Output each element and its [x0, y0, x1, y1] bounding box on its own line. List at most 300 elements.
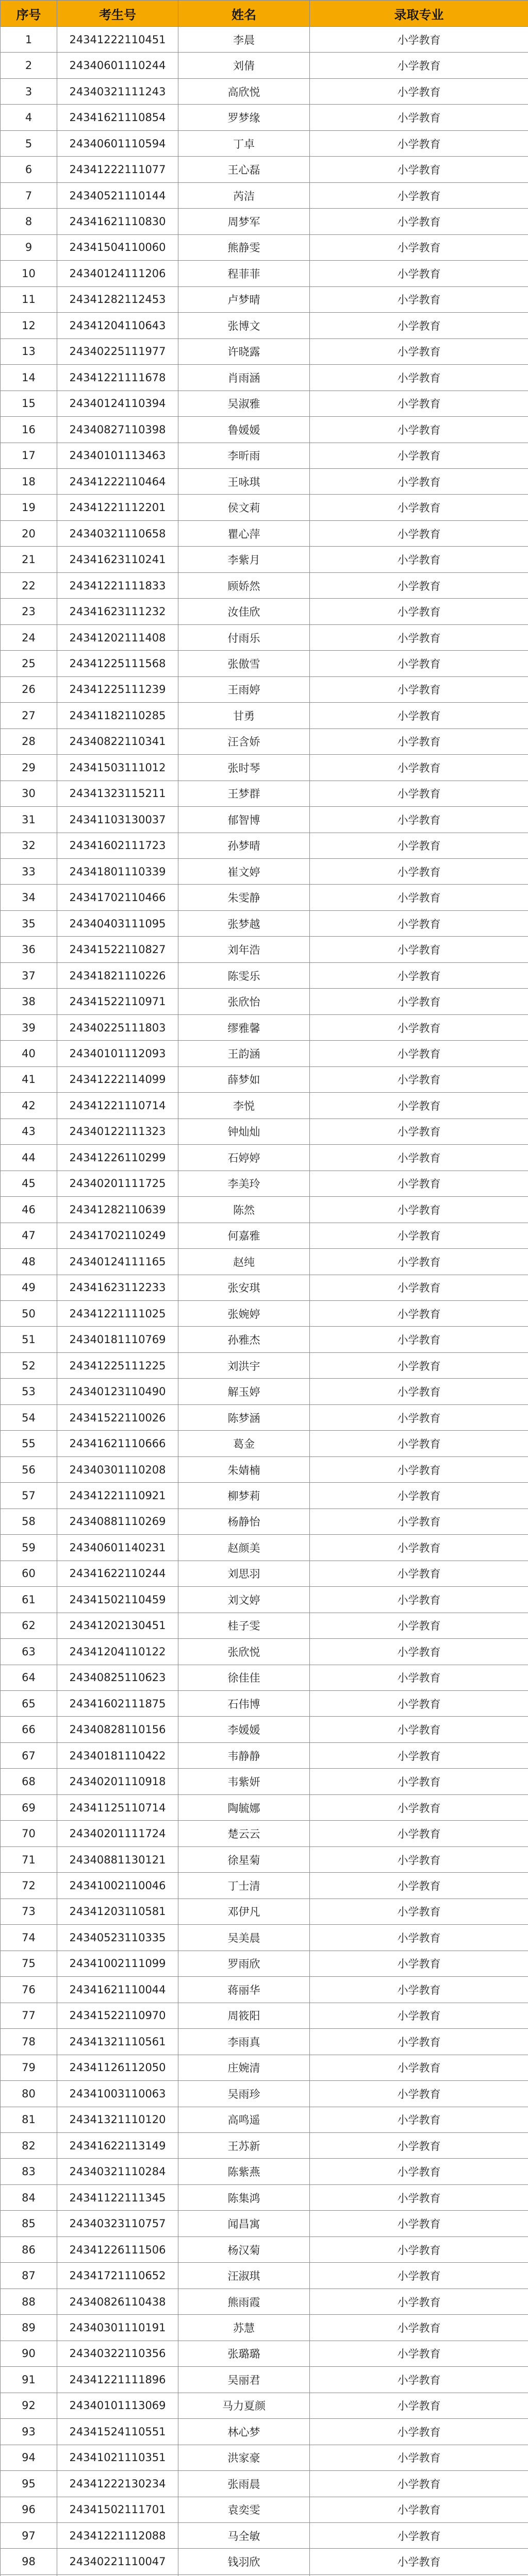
- cell-seq: 24: [1, 624, 57, 650]
- table-row: [1, 1300, 528, 1326]
- cell-major: 小学教育: [310, 1014, 528, 1040]
- cell-exam-id: 24340323110757: [57, 2211, 178, 2236]
- cell-exam-id: 24341522110971: [57, 989, 178, 1014]
- cell-seq: 86: [1, 2236, 57, 2262]
- table-row: [1, 2081, 528, 2107]
- table-row: [1, 2055, 528, 2080]
- cell-major: 小学教育: [310, 1769, 528, 1794]
- cell-exam-id: 24340881110269: [57, 1509, 178, 1534]
- cell-seq: 81: [1, 2107, 57, 2132]
- cell-exam-id: 24341221110714: [57, 1093, 178, 1118]
- cell-name: 刘年浩: [178, 937, 310, 962]
- cell-major: 小学教育: [310, 1613, 528, 1638]
- cell-major: 小学教育: [310, 78, 528, 104]
- cell-name: 王韵涵: [178, 1041, 310, 1066]
- cell-major: 小学教育: [310, 520, 528, 546]
- cell-seq: 79: [1, 2055, 57, 2080]
- cell-name: 汪含娇: [178, 728, 310, 754]
- cell-major: 小学教育: [310, 1691, 528, 1717]
- cell-seq: 26: [1, 676, 57, 702]
- cell-exam-id: 24341225111568: [57, 651, 178, 676]
- cell-seq: 85: [1, 2211, 57, 2236]
- cell-major: 小学教育: [310, 1821, 528, 1846]
- cell-major: 小学教育: [310, 157, 528, 182]
- cell-exam-id: 24341125110714: [57, 1794, 178, 1820]
- cell-major: 小学教育: [310, 1899, 528, 1924]
- table-row: [1, 962, 528, 988]
- table-row: [1, 989, 528, 1014]
- cell-exam-id: 24341321110561: [57, 2029, 178, 2055]
- cell-name: 张雨晨: [178, 2471, 310, 2497]
- cell-seq: 92: [1, 2393, 57, 2418]
- table-row: [1, 2315, 528, 2341]
- cell-exam-id: 24341524110551: [57, 2419, 178, 2445]
- table-row: [1, 2445, 528, 2470]
- cell-major: 小学教育: [310, 1951, 528, 1976]
- table-row: [1, 833, 528, 858]
- cell-exam-id: 24340601110594: [57, 130, 178, 156]
- cell-name: 李雨真: [178, 2029, 310, 2055]
- cell-major: 小学教育: [310, 1404, 528, 1430]
- table-row: [1, 2497, 528, 2522]
- table-row: [1, 130, 528, 156]
- cell-name: 张梦越: [178, 910, 310, 936]
- cell-seq: 42: [1, 1093, 57, 1118]
- cell-exam-id: 24340124111206: [57, 261, 178, 286]
- cell-name: 缪雅馨: [178, 1014, 310, 1040]
- cell-name: 崔文婷: [178, 859, 310, 885]
- cell-name: 丁士清: [178, 1873, 310, 1899]
- table-row: [1, 182, 528, 208]
- cell-major: 小学教育: [310, 1275, 528, 1300]
- cell-exam-id: 24340201110918: [57, 1769, 178, 1794]
- cell-seq: 15: [1, 391, 57, 416]
- table-row: [1, 78, 528, 104]
- cell-name: 刘倩: [178, 53, 310, 78]
- table-row: [1, 468, 528, 494]
- cell-seq: 77: [1, 2003, 57, 2028]
- cell-exam-id: 24341621110830: [57, 209, 178, 234]
- cell-seq: 57: [1, 1483, 57, 1509]
- cell-seq: 61: [1, 1587, 57, 1613]
- cell-seq: 60: [1, 1561, 57, 1586]
- table-row: [1, 2029, 528, 2055]
- cell-major: 小学教育: [310, 572, 528, 598]
- cell-exam-id: 24341225111239: [57, 676, 178, 702]
- cell-name: 朱婧楠: [178, 1456, 310, 1482]
- cell-major: 小学教育: [310, 1509, 528, 1534]
- cell-seq: 73: [1, 1899, 57, 1924]
- cell-major: 小学教育: [310, 1352, 528, 1378]
- cell-seq: 80: [1, 2081, 57, 2107]
- cell-name: 石婷婷: [178, 1145, 310, 1171]
- cell-seq: 75: [1, 1951, 57, 1976]
- cell-major: 小学教育: [310, 1639, 528, 1665]
- cell-name: 王咏琪: [178, 468, 310, 494]
- cell-name: 侯文莉: [178, 495, 310, 520]
- cell-major: 小学教育: [310, 1483, 528, 1509]
- cell-major: 小学教育: [310, 2471, 528, 2497]
- cell-name: 张欣怡: [178, 989, 310, 1014]
- cell-seq: 97: [1, 2523, 57, 2549]
- cell-name: 甘勇: [178, 703, 310, 728]
- cell-major: 小学教育: [310, 2419, 528, 2445]
- table-row: [1, 937, 528, 962]
- cell-seq: 39: [1, 1014, 57, 1040]
- table-row: [1, 1587, 528, 1613]
- cell-exam-id: 24341221111896: [57, 2367, 178, 2393]
- cell-major: 小学教育: [310, 53, 528, 78]
- cell-major: 小学教育: [310, 468, 528, 494]
- cell-seq: 67: [1, 1742, 57, 1768]
- cell-exam-id: 24341222111077: [57, 157, 178, 182]
- cell-name: 葛金: [178, 1431, 310, 1456]
- table-row: [1, 807, 528, 833]
- cell-name: 李媛媛: [178, 1717, 310, 1742]
- cell-seq: 14: [1, 365, 57, 391]
- table-row: [1, 2107, 528, 2132]
- cell-seq: 89: [1, 2315, 57, 2341]
- cell-name: 杨汉菊: [178, 2236, 310, 2262]
- cell-name: 王梦群: [178, 781, 310, 806]
- cell-seq: 13: [1, 338, 57, 364]
- table-row: [1, 547, 528, 572]
- cell-major: 小学教育: [310, 209, 528, 234]
- cell-exam-id: 24340822110341: [57, 728, 178, 754]
- cell-name: 张欣悦: [178, 1639, 310, 1665]
- cell-name: 芮洁: [178, 182, 310, 208]
- cell-exam-id: 24341221112088: [57, 2523, 178, 2549]
- table-row: [1, 599, 528, 624]
- table-row: [1, 1197, 528, 1223]
- cell-major: 小学教育: [310, 1873, 528, 1899]
- table-row: [1, 1691, 528, 1717]
- cell-exam-id: 24341126112050: [57, 2055, 178, 2080]
- cell-exam-id: 24341602111875: [57, 1691, 178, 1717]
- cell-name: 孙梦晴: [178, 833, 310, 858]
- cell-seq: 19: [1, 495, 57, 520]
- header-exam-id: 考生号: [57, 1, 178, 27]
- cell-seq: 63: [1, 1639, 57, 1665]
- cell-exam-id: 24341203110581: [57, 1899, 178, 1924]
- table-row: [1, 2184, 528, 2210]
- cell-major: 小学教育: [310, 676, 528, 702]
- cell-name: 钱羽欣: [178, 2549, 310, 2574]
- table-row: [1, 313, 528, 338]
- cell-seq: 40: [1, 1041, 57, 1066]
- cell-exam-id: 24340827110398: [57, 417, 178, 443]
- cell-seq: 56: [1, 1456, 57, 1482]
- cell-major: 小学教育: [310, 2263, 528, 2289]
- cell-exam-id: 24341522110827: [57, 937, 178, 962]
- cell-name: 李紫月: [178, 547, 310, 572]
- table-row: [1, 624, 528, 650]
- cell-major: 小学教育: [310, 1587, 528, 1613]
- table-row: [1, 1561, 528, 1586]
- cell-name: 刘洪宇: [178, 1352, 310, 1378]
- cell-major: 小学教育: [310, 2107, 528, 2132]
- cell-name: 程菲菲: [178, 261, 310, 286]
- cell-major: 小学教育: [310, 1742, 528, 1768]
- cell-name: 桂子雯: [178, 1613, 310, 1638]
- cell-exam-id: 24340825110623: [57, 1665, 178, 1690]
- cell-exam-id: 24341621110044: [57, 1977, 178, 2003]
- cell-name: 周梦军: [178, 209, 310, 234]
- table-row: [1, 1899, 528, 1924]
- table-row: [1, 1665, 528, 1690]
- cell-exam-id: 24341623110241: [57, 547, 178, 572]
- table-body: [1, 27, 528, 2576]
- cell-exam-id: 24340321110658: [57, 520, 178, 546]
- cell-exam-id: 24341221110921: [57, 1483, 178, 1509]
- cell-exam-id: 24340122111323: [57, 1118, 178, 1144]
- cell-seq: 11: [1, 286, 57, 312]
- cell-exam-id: 24341003110063: [57, 2081, 178, 2107]
- table-row: [1, 1483, 528, 1509]
- cell-name: 李昕雨: [178, 443, 310, 468]
- table-row: [1, 703, 528, 728]
- cell-major: 小学教育: [310, 1249, 528, 1275]
- cell-name: 陈集鸿: [178, 2184, 310, 2210]
- cell-exam-id: 24340124110394: [57, 391, 178, 416]
- cell-exam-id: 24341504110060: [57, 234, 178, 260]
- cell-major: 小学教育: [310, 989, 528, 1014]
- cell-seq: 54: [1, 1404, 57, 1430]
- cell-exam-id: 24341502111701: [57, 2497, 178, 2522]
- cell-major: 小学教育: [310, 2341, 528, 2366]
- cell-name: 闻昌寓: [178, 2211, 310, 2236]
- cell-name: 张婉婷: [178, 1300, 310, 1326]
- cell-seq: 44: [1, 1145, 57, 1171]
- cell-name: 刘思羽: [178, 1561, 310, 1586]
- cell-name: 卢梦晴: [178, 286, 310, 312]
- cell-exam-id: 24341323115211: [57, 781, 178, 806]
- cell-major: 小学教育: [310, 910, 528, 936]
- cell-exam-id: 24340826110438: [57, 2289, 178, 2314]
- cell-major: 小学教育: [310, 2393, 528, 2418]
- cell-name: 徐星菊: [178, 1846, 310, 1872]
- cell-exam-id: 24341702110466: [57, 885, 178, 910]
- cell-seq: 47: [1, 1223, 57, 1248]
- cell-exam-id: 24340321111243: [57, 78, 178, 104]
- table-row: [1, 2159, 528, 2184]
- cell-major: 小学教育: [310, 2055, 528, 2080]
- cell-name: 刘文婷: [178, 1587, 310, 1613]
- cell-seq: 74: [1, 1925, 57, 1951]
- cell-major: 小学教育: [310, 599, 528, 624]
- table-row: [1, 910, 528, 936]
- cell-seq: 65: [1, 1691, 57, 1717]
- cell-seq: 43: [1, 1118, 57, 1144]
- cell-seq: 52: [1, 1352, 57, 1378]
- cell-exam-id: 24340123110490: [57, 1379, 178, 1404]
- table-row: [1, 728, 528, 754]
- table-row: [1, 1925, 528, 1951]
- cell-exam-id: 24341721110652: [57, 2263, 178, 2289]
- cell-seq: 69: [1, 1794, 57, 1820]
- cell-major: 小学教育: [310, 2289, 528, 2314]
- cell-exam-id: 24341204110122: [57, 1639, 178, 1665]
- cell-major: 小学教育: [310, 1561, 528, 1586]
- table-row: [1, 885, 528, 910]
- cell-name: 丁卓: [178, 130, 310, 156]
- table-row: [1, 859, 528, 885]
- cell-major: 小学教育: [310, 1846, 528, 1872]
- cell-seq: 31: [1, 807, 57, 833]
- cell-major: 小学教育: [310, 1717, 528, 1742]
- cell-seq: 91: [1, 2367, 57, 2393]
- cell-name: 鲁媛媛: [178, 417, 310, 443]
- cell-seq: 83: [1, 2159, 57, 2184]
- cell-name: 赵纯: [178, 1249, 310, 1275]
- cell-name: 洪家豪: [178, 2445, 310, 2470]
- cell-exam-id: 24341282110639: [57, 1197, 178, 1223]
- cell-major: 小学教育: [310, 2003, 528, 2028]
- cell-major: 小学教育: [310, 2029, 528, 2055]
- cell-major: 小学教育: [310, 2132, 528, 2158]
- cell-major: 小学教育: [310, 937, 528, 962]
- table-row: [1, 234, 528, 260]
- cell-seq: 95: [1, 2471, 57, 2497]
- cell-name: 苏慧: [178, 2315, 310, 2341]
- table-row: [1, 1846, 528, 1872]
- cell-seq: 96: [1, 2497, 57, 2522]
- cell-name: 李晨: [178, 27, 310, 53]
- cell-exam-id: 24341321110120: [57, 2107, 178, 2132]
- cell-exam-id: 24340403111095: [57, 910, 178, 936]
- cell-name: 陈紫燕: [178, 2159, 310, 2184]
- cell-major: 小学教育: [310, 286, 528, 312]
- cell-major: 小学教育: [310, 2367, 528, 2393]
- cell-name: 庄婉清: [178, 2055, 310, 2080]
- table-header-row: [1, 1, 528, 27]
- header-seq: 序号: [1, 1, 57, 27]
- cell-exam-id: 24341621110666: [57, 1431, 178, 1456]
- cell-name: 韦紫妍: [178, 1769, 310, 1794]
- table-row: [1, 417, 528, 443]
- cell-name: 解玉婷: [178, 1379, 310, 1404]
- cell-name: 张璐璐: [178, 2341, 310, 2366]
- table-row: [1, 2263, 528, 2289]
- cell-exam-id: 24341204110643: [57, 313, 178, 338]
- cell-seq: 68: [1, 1769, 57, 1794]
- table-row: [1, 1249, 528, 1275]
- cell-major: 小学教育: [310, 2497, 528, 2522]
- table-row: [1, 495, 528, 520]
- cell-exam-id: 24340881130121: [57, 1846, 178, 1872]
- cell-name: 马力夏颜: [178, 2393, 310, 2418]
- header-major: 录取专业: [310, 1, 528, 27]
- cell-seq: 32: [1, 833, 57, 858]
- cell-exam-id: 24341502110459: [57, 1587, 178, 1613]
- cell-seq: 90: [1, 2341, 57, 2366]
- table-row: [1, 2341, 528, 2366]
- cell-exam-id: 24341222110451: [57, 27, 178, 53]
- cell-seq: 46: [1, 1197, 57, 1223]
- table-row: [1, 2236, 528, 2262]
- cell-major: 小学教育: [310, 2159, 528, 2184]
- cell-major: 小学教育: [310, 1431, 528, 1456]
- table-row: [1, 391, 528, 416]
- cell-exam-id: 24341622110244: [57, 1561, 178, 1586]
- cell-exam-id: 24341623111232: [57, 599, 178, 624]
- cell-seq: 82: [1, 2132, 57, 2158]
- cell-name: 钟灿灿: [178, 1118, 310, 1144]
- cell-name: 薛梦如: [178, 1066, 310, 1092]
- cell-name: 高鸣遥: [178, 2107, 310, 2132]
- cell-major: 小学教育: [310, 313, 528, 338]
- table-row: [1, 1509, 528, 1534]
- cell-major: 小学教育: [310, 2445, 528, 2470]
- cell-exam-id: 24340181110422: [57, 1742, 178, 1768]
- cell-exam-id: 24340523110335: [57, 1925, 178, 1951]
- cell-seq: 53: [1, 1379, 57, 1404]
- cell-seq: 2: [1, 53, 57, 78]
- cell-major: 小学教育: [310, 1456, 528, 1482]
- table-row: [1, 1951, 528, 1976]
- cell-name: 袁奕雯: [178, 2497, 310, 2522]
- cell-major: 小学教育: [310, 2523, 528, 2549]
- cell-exam-id: 24341801110339: [57, 859, 178, 885]
- cell-major: 小学教育: [310, 833, 528, 858]
- cell-major: 小学教育: [310, 2236, 528, 2262]
- cell-name: 朱雯静: [178, 885, 310, 910]
- table-row: [1, 1275, 528, 1300]
- cell-major: 小学教育: [310, 781, 528, 806]
- cell-name: 张傲雪: [178, 651, 310, 676]
- cell-exam-id: 24340201111724: [57, 1821, 178, 1846]
- table-row: [1, 1456, 528, 1482]
- cell-seq: 17: [1, 443, 57, 468]
- cell-major: 小学教育: [310, 807, 528, 833]
- table-row: [1, 1171, 528, 1196]
- cell-exam-id: 24341225111225: [57, 1352, 178, 1378]
- table-row: [1, 365, 528, 391]
- cell-seq: 9: [1, 234, 57, 260]
- cell-exam-id: 24340101113463: [57, 443, 178, 468]
- cell-major: 小学教育: [310, 1327, 528, 1352]
- table-row: [1, 1066, 528, 1092]
- table-row: [1, 338, 528, 364]
- cell-major: 小学教育: [310, 495, 528, 520]
- cell-seq: 88: [1, 2289, 57, 2314]
- table-row: [1, 2367, 528, 2393]
- cell-seq: 29: [1, 755, 57, 781]
- cell-major: 小学教育: [310, 728, 528, 754]
- cell-exam-id: 24341623112233: [57, 1275, 178, 1300]
- table-row: [1, 1404, 528, 1430]
- cell-seq: 8: [1, 209, 57, 234]
- cell-exam-id: 24340322110356: [57, 2341, 178, 2366]
- cell-exam-id: 24341021110351: [57, 2445, 178, 2470]
- cell-seq: 55: [1, 1431, 57, 1456]
- cell-name: 韦静静: [178, 1742, 310, 1768]
- table-row: [1, 1613, 528, 1638]
- cell-exam-id: 24341182110285: [57, 703, 178, 728]
- cell-exam-id: 24340601140231: [57, 1535, 178, 1561]
- cell-seq: 62: [1, 1613, 57, 1638]
- table-row: [1, 2211, 528, 2236]
- cell-name: 吴雨珍: [178, 2081, 310, 2107]
- cell-major: 小学教育: [310, 859, 528, 885]
- cell-major: 小学教育: [310, 391, 528, 416]
- cell-exam-id: 24341221112201: [57, 495, 178, 520]
- table-row: [1, 2132, 528, 2158]
- cell-exam-id: 24340221110047: [57, 2549, 178, 2574]
- cell-exam-id: 24341002110046: [57, 1873, 178, 1899]
- cell-seq: 3: [1, 78, 57, 104]
- cell-name: 楚云云: [178, 1821, 310, 1846]
